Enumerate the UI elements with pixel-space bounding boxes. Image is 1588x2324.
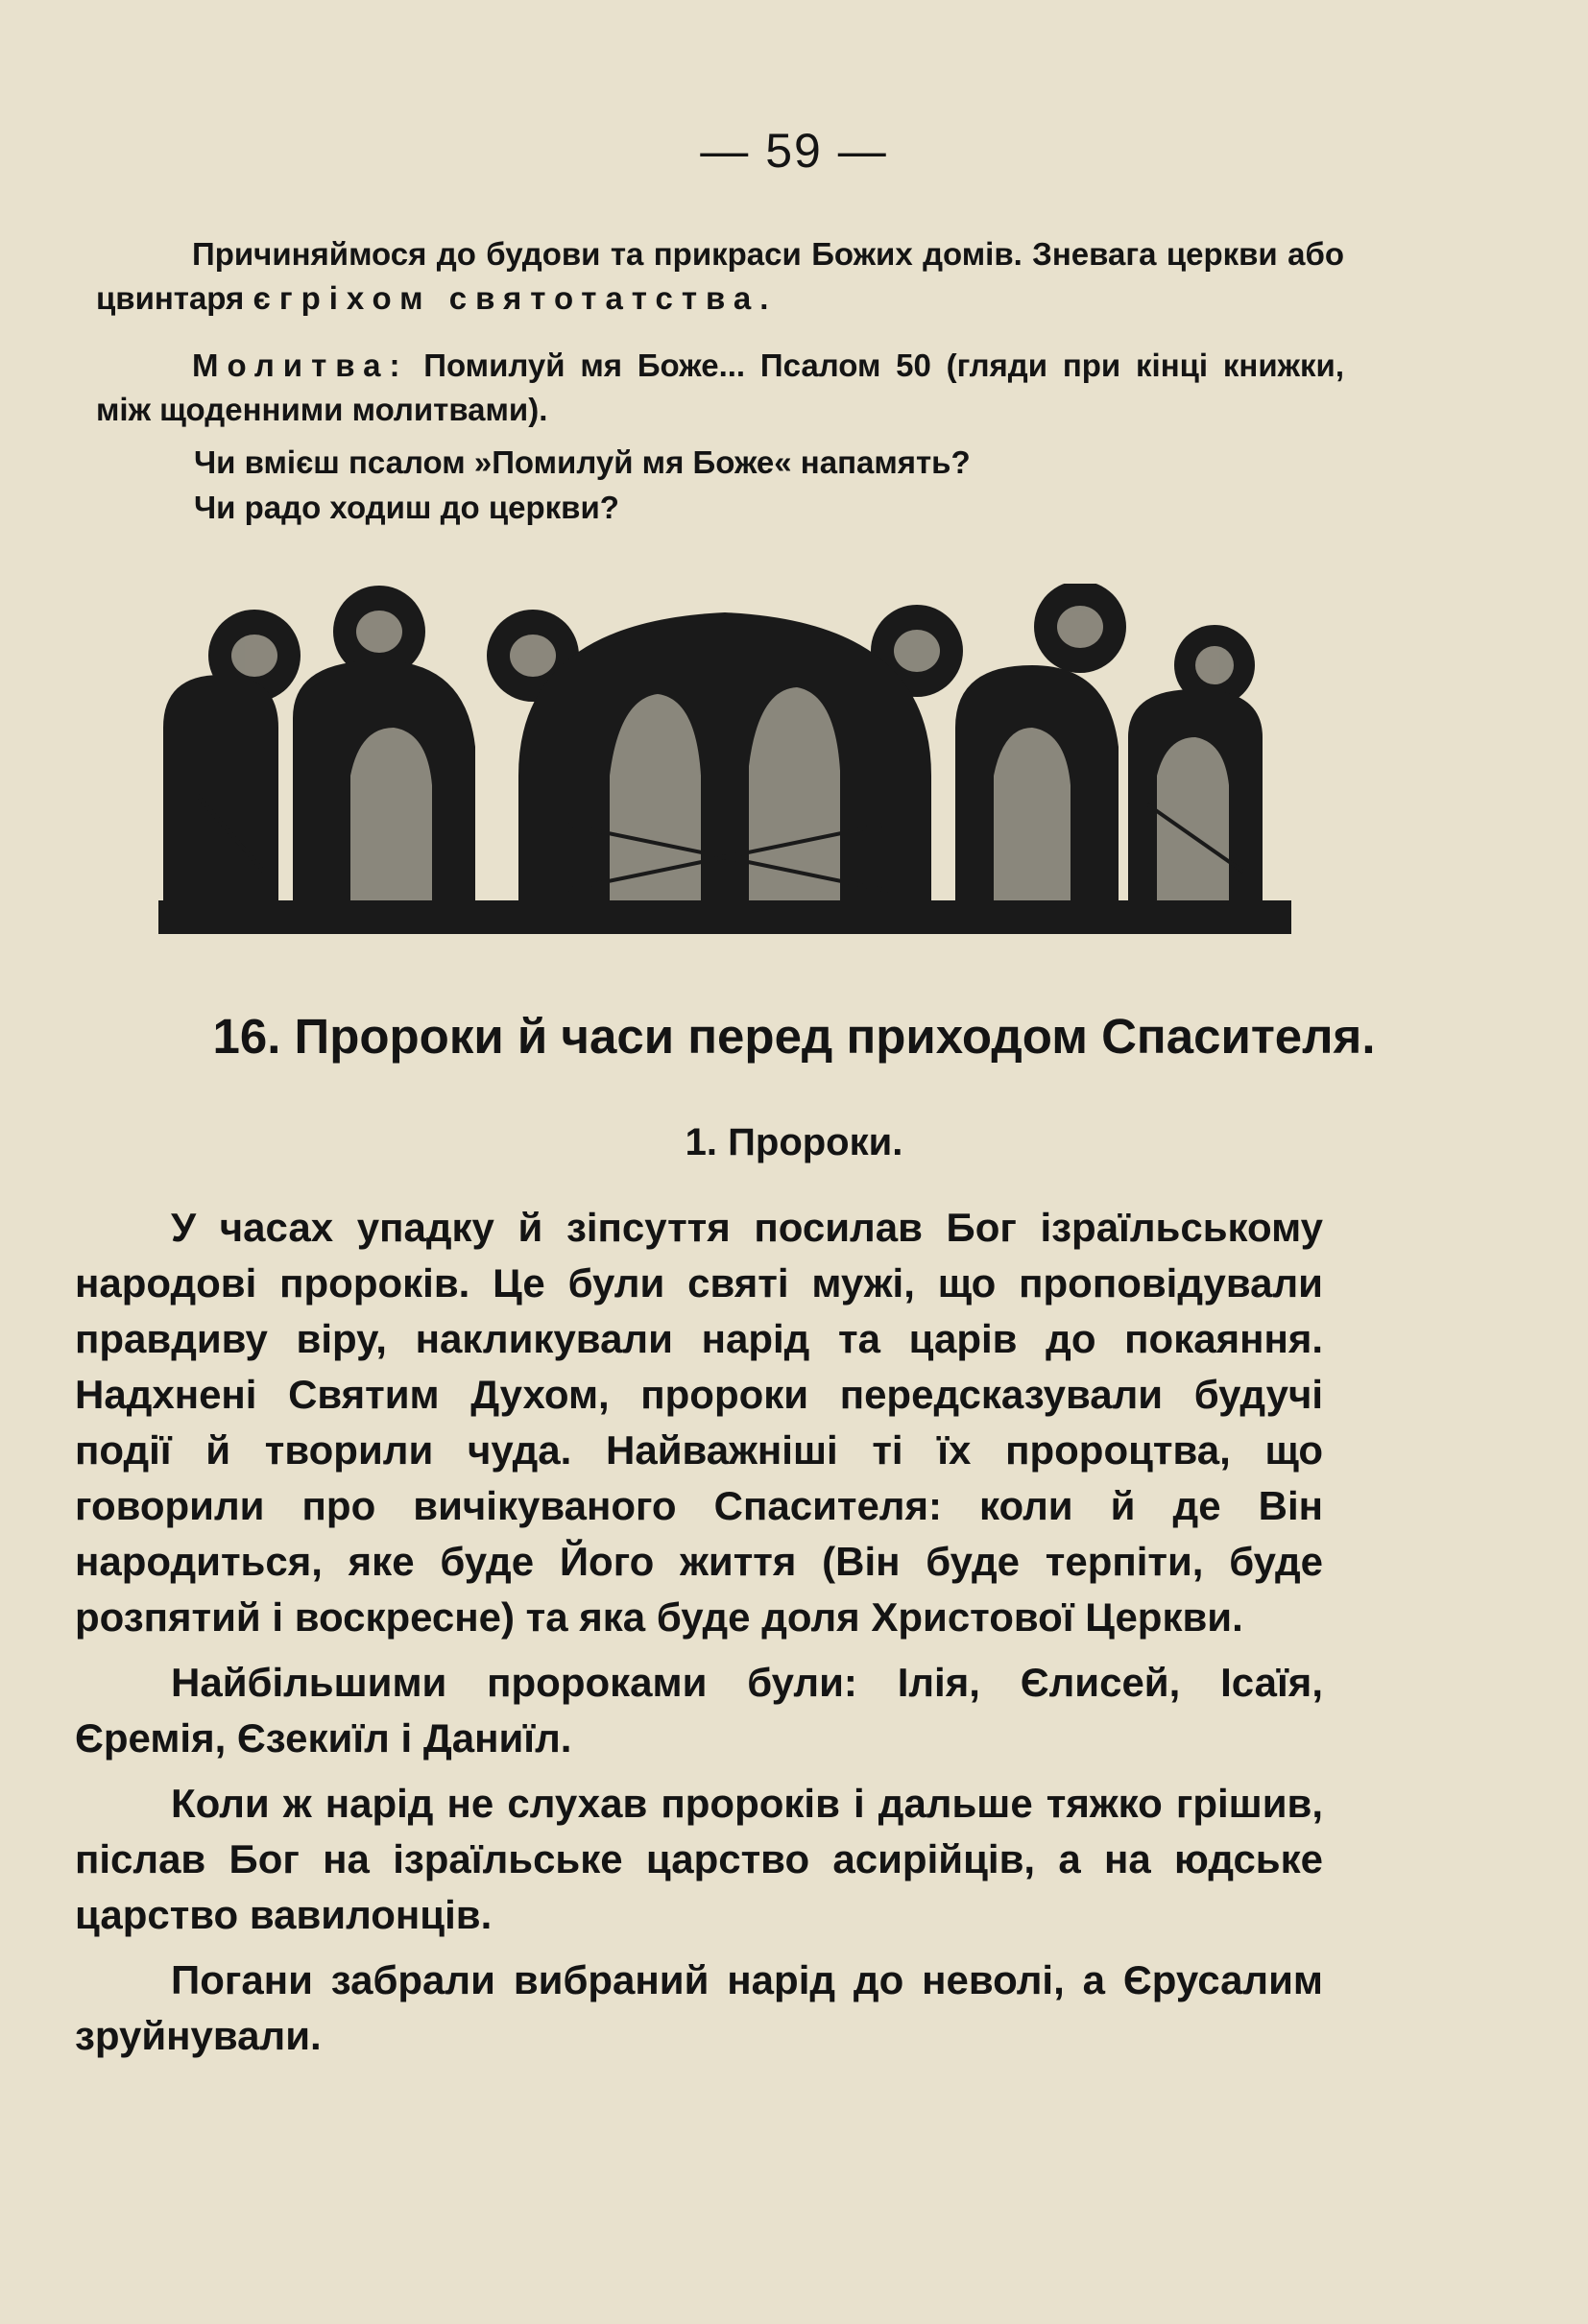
paragraph: Погани забрали вибраний нарід до неволі, а Єрусалим зруйнували. xyxy=(75,1957,1323,2058)
body-text xyxy=(75,1200,1323,2073)
intro-emphasis: гріхом святотатства. xyxy=(278,280,778,316)
page-number: — 59 — xyxy=(700,124,888,178)
intro-paragraph xyxy=(96,232,1344,321)
section-title: 16. Пророки й часи перед приходом Спасителя. xyxy=(212,1009,1376,1064)
paragraph: Найбільшими пророками були: Ілія, Єлисей, Ісаїя, Єремія, Єзекиїл і Даниїл. xyxy=(75,1660,1323,1761)
prayer-label: Молитва: xyxy=(192,347,409,383)
prayer-text: Помилуй мя Боже... Псалом 50 (гляди при кінці книжки, між щоденними молитвами). xyxy=(96,347,1344,427)
paragraph: Коли ж нарід не слухав пророків і дальше тяжко грішив, післав Бог на ізраїльське царство асирійців, а на юдське царство вавилонців. xyxy=(75,1781,1323,1937)
decorative-illustration xyxy=(158,584,1291,934)
prayer-paragraph xyxy=(96,344,1344,432)
intro-text: Причиняймося до будови та прикраси Божих домів. Зневага церкви або цвинтаря є xyxy=(96,236,1344,316)
paragraph: У часах упадку й зіпсуття посилав Бог ізраїльському народові пророків. Це були святі мужі, що проповідували правдиву віру, накликували нарід та царів до покаяння. Надхнені Святим Духом, пророки передсказували будучі події й творили чуда. Найважніші ті їх пророцтва, що говорили про вичікуваного Спасителя: коли й де Він народиться, яке буде Його життя (Він буде терпіти, буде розпятий і воскресне) та яка буде доля Христової Церкви. xyxy=(75,1205,1323,1640)
question-1: Чи вмієш псалом »Помилуй мя Боже« напамять? xyxy=(194,444,971,480)
subsection-title: 1. Пророки. xyxy=(685,1121,903,1163)
question-2: Чи радо ходиш до церкви? xyxy=(194,490,619,525)
intro-line xyxy=(96,232,1344,321)
prayer-line xyxy=(96,344,1344,432)
